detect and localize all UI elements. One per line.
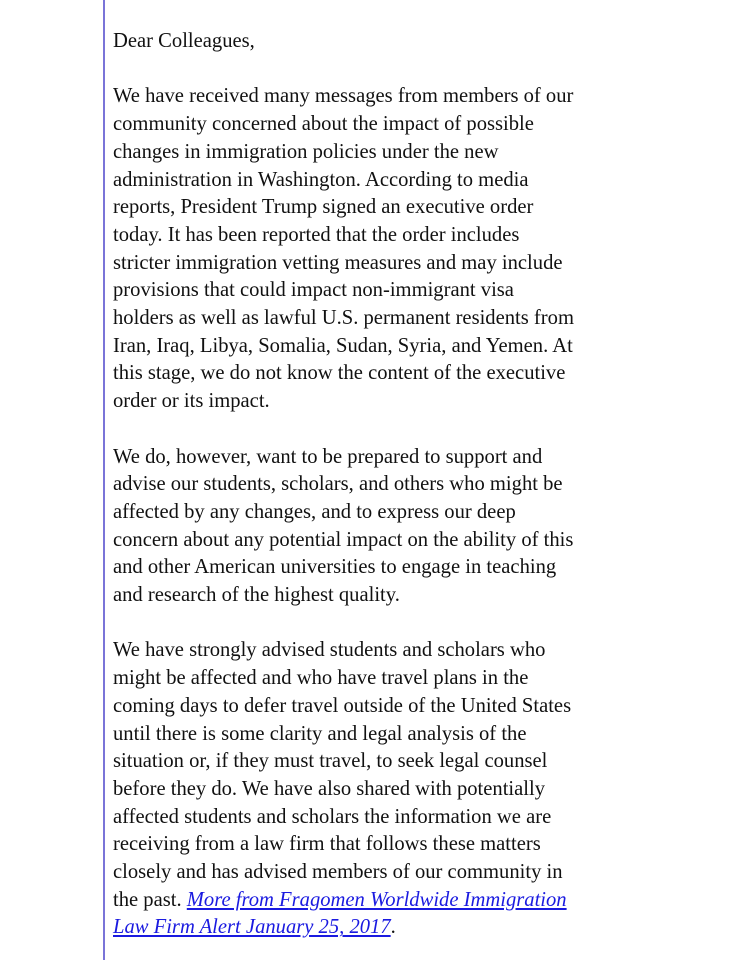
- paragraph-line: order or its impact.: [113, 390, 270, 413]
- paragraph-line: and research of the highest quality.: [113, 584, 400, 607]
- paragraph-line: coming days to defer travel outside of the United States: [113, 694, 572, 717]
- paragraph-line: stricter immigration vetting measures and may include: [113, 251, 563, 274]
- paragraph-line: receiving from a law firm that follows these matters: [113, 833, 541, 856]
- last-line-suffix: .: [390, 916, 396, 939]
- letter-body: [113, 28, 613, 970]
- paragraph-line: today. It has been reported that the order includes: [113, 223, 520, 246]
- paragraph-line: holders as well as lawful U.S. permanent residents from: [113, 307, 574, 330]
- paragraph-line: situation or, if they must travel, to seek legal counsel: [113, 750, 548, 773]
- paragraph-line: reports, President Trump signed an executive order: [113, 196, 534, 219]
- paragraph-last-line: [113, 887, 613, 915]
- paragraph-line: administration in Washington. According to media: [113, 168, 529, 191]
- paragraph-line: advise our students, scholars, and others who might be: [113, 473, 563, 496]
- paragraph-line: affected by any changes, and to express our deep: [113, 500, 516, 523]
- paragraph-line: closely and has advised members of our community in: [113, 861, 563, 884]
- paragraph-line: community concerned about the impact of possible: [113, 113, 534, 136]
- paragraph-line: Iran, Iraq, Libya, Somalia, Sudan, Syria, and Yemen. At: [113, 334, 573, 357]
- paragraph-line: We have strongly advised students and scholars who: [113, 639, 546, 662]
- fragomen-alert-link[interactable]: More from Fragomen Worldwide Immigration: [186, 888, 567, 911]
- paragraph-2: [113, 444, 613, 610]
- paragraph-line: this stage, we do not know the content of the executive: [113, 362, 566, 385]
- paragraph-line: We do, however, want to be prepared to support and: [113, 445, 543, 468]
- fragomen-alert-link-continued[interactable]: Law Firm Alert January 25, 2017: [113, 916, 391, 939]
- paragraph-line: might be affected and who have travel plans in the: [113, 667, 529, 690]
- greeting: [113, 28, 613, 56]
- paragraph-line: concern about any potential impact on the ability of this: [113, 528, 574, 551]
- paragraph-line: affected students and scholars the information we are: [113, 805, 552, 828]
- paragraph-1: [113, 83, 613, 415]
- quote-bar: [103, 0, 105, 960]
- paragraph-line: and other American universities to engage in teaching: [113, 556, 557, 579]
- paragraph-line: provisions that could impact non-immigrant visa: [113, 279, 514, 302]
- paragraph-line: until there is some clarity and legal analysis of the: [113, 722, 527, 745]
- last-line-prefix: the past.: [113, 888, 187, 911]
- greeting-text: Dear Colleagues,: [113, 30, 255, 52]
- paragraph-line: before they do. We have also shared with potentially: [113, 777, 546, 800]
- paragraph-line: changes in immigration policies under the new: [113, 140, 499, 163]
- paragraph-3: [113, 637, 613, 942]
- paragraph-line: We have received many messages from members of our: [113, 85, 574, 108]
- paragraph-link-line: [113, 914, 613, 942]
